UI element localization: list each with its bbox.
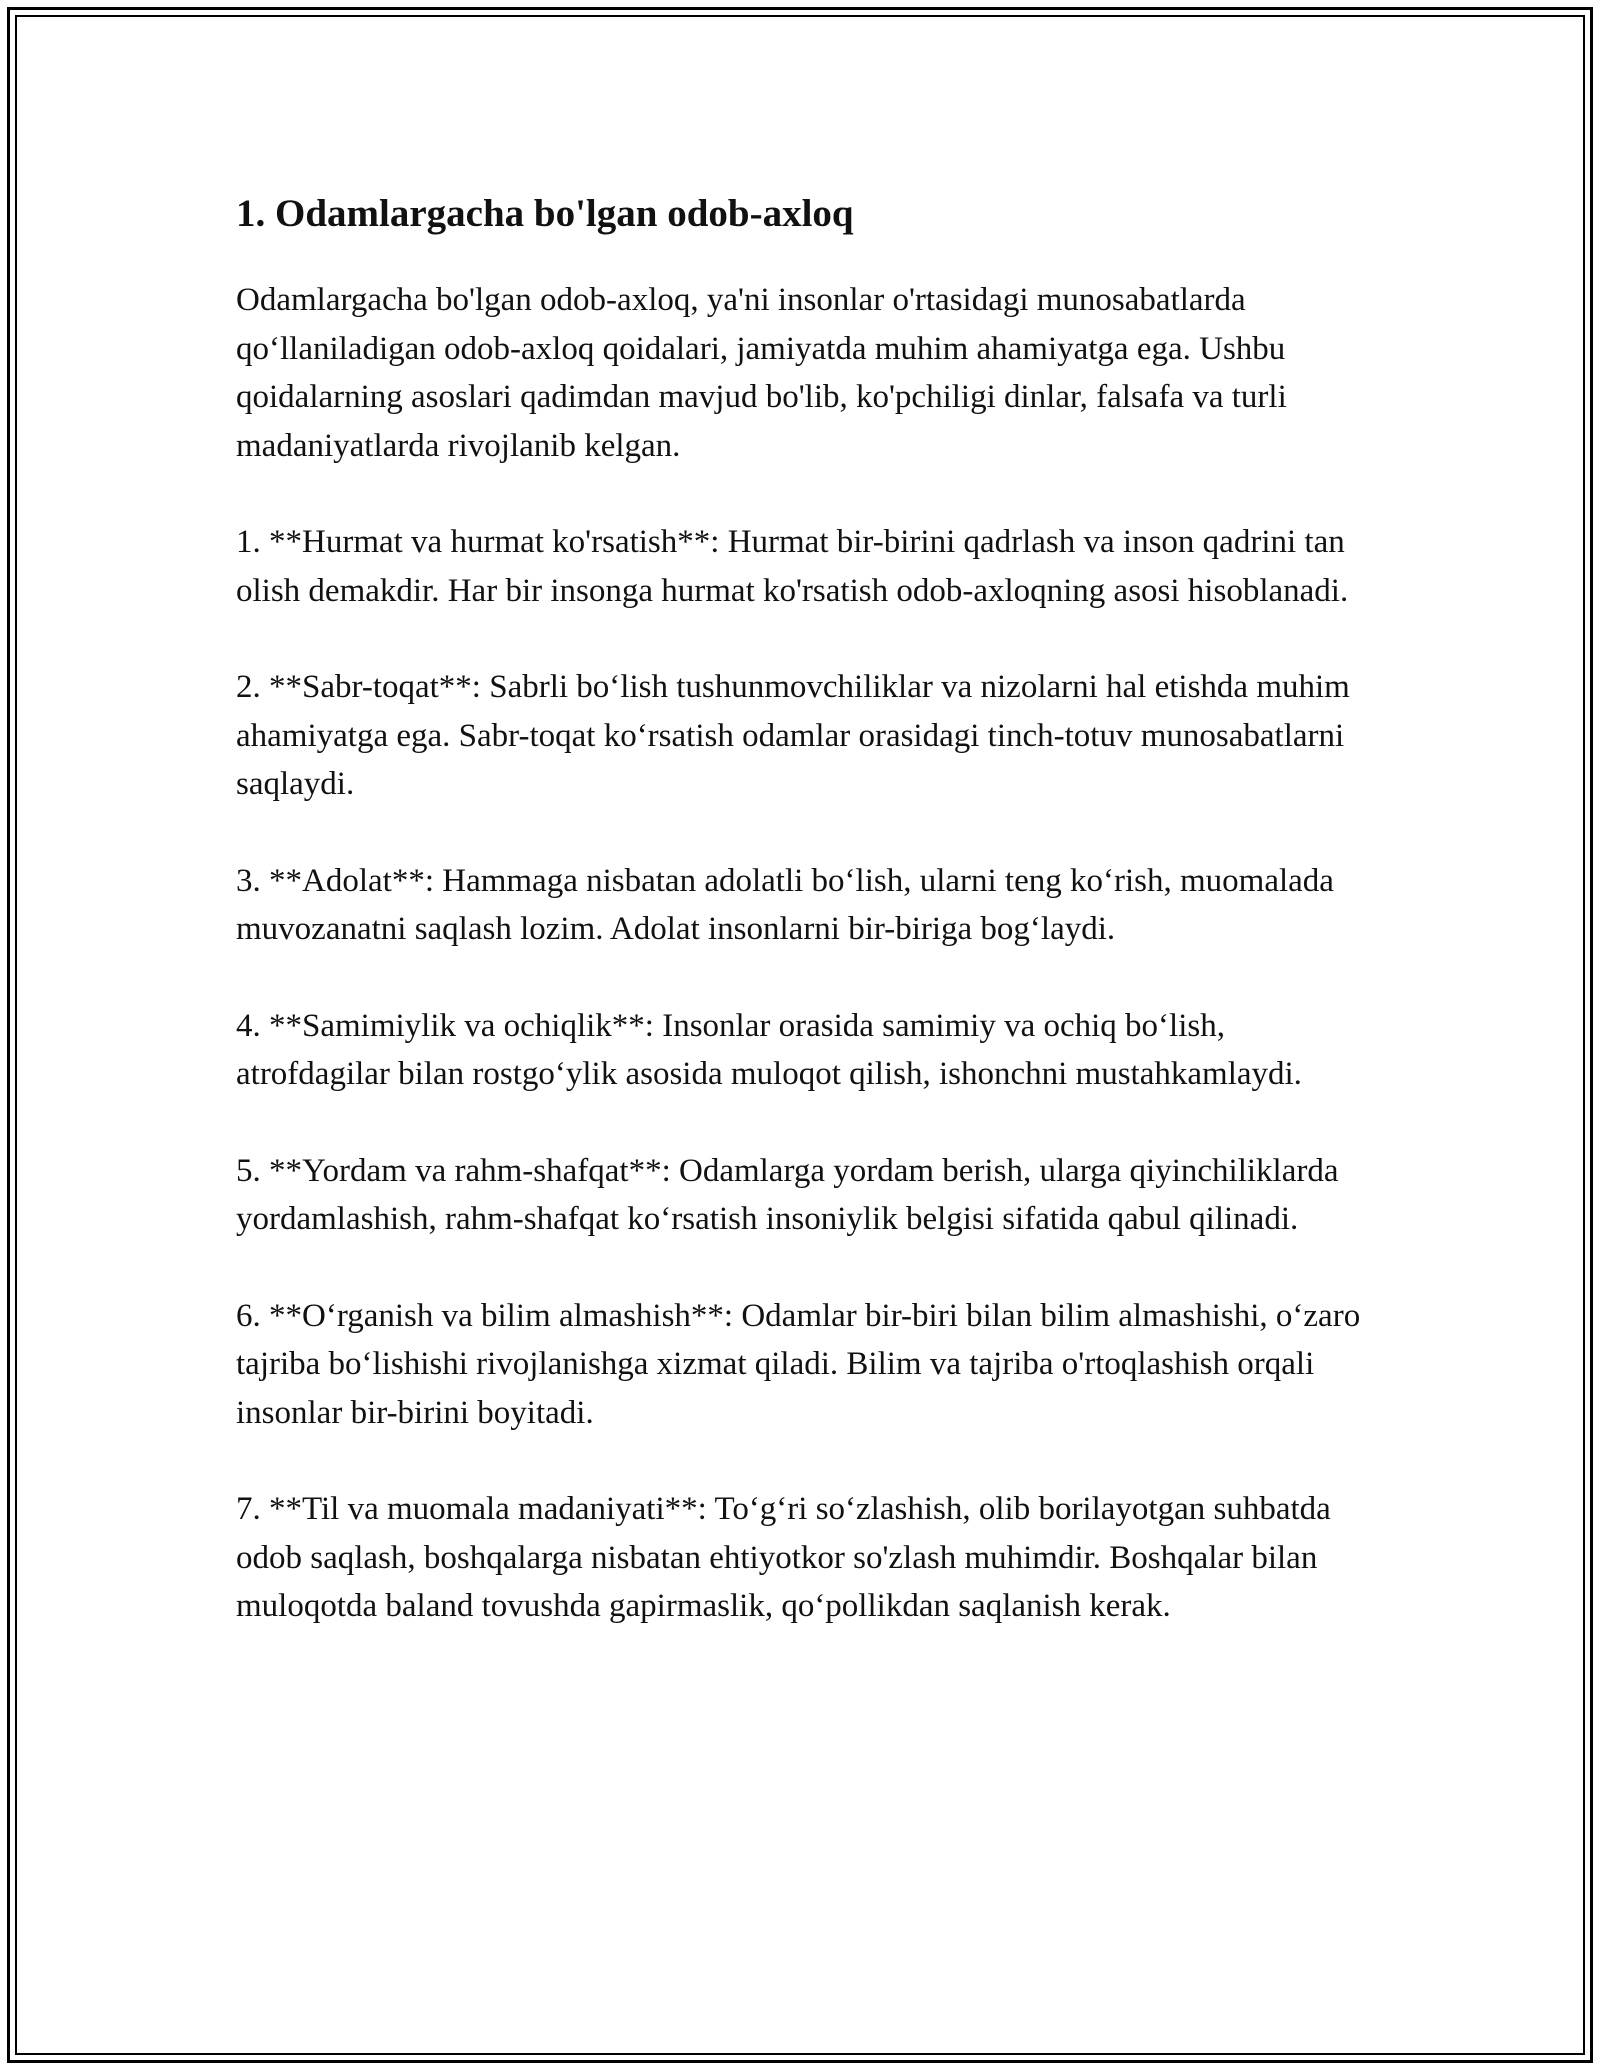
list-item-6: 6. **O‘rganish va bilim almashish**: Odamlar bir-biri bilan bilim almashishi, o‘zaro tajriba bo‘lishishi rivojlanishga xizmat qiladi. Bilim va tajriba o'rtoqlashish orqali insonlar bir-birini boyitadi.	[236, 1297, 1361, 1431]
list-item-4: 4. **Samimiylik va ochiqlik**: Insonlar orasida samimiy va ochiq bo‘lish, atrofdagilar bilan rostgo‘ylik asosida muloqot qilish, ishonchni mustahkamlaydi.	[236, 1007, 1302, 1092]
list-item-5: 5. **Yordam va rahm-shafqat**: Odamlarga yordam berish, ularga qiyinchiliklarda yordamlashish, rahm-shafqat ko‘rsatish insoniylik belgisi sifatida qabul qilinadi.	[236, 1152, 1339, 1237]
list-item-2: 2. **Sabr-toqat**: Sabrli bo‘lish tushunmovchiliklar va nizolarni hal etishda muhim ahamiyatga ega. Sabr-toqat ko‘rsatish odamlar orasidagi tinch-totuv munosabatlarni saqlaydi.	[236, 669, 1350, 802]
list-item-1: 1. **Hurmat va hurmat ko'rsatish**: Hurmat bir-birini qadrlash va inson qadrini tan olish demakdir. Har bir insonga hurmat ko'rsatish odob-axloqning asosi hisoblanadi.	[236, 524, 1349, 609]
list-item-3: 3. **Adolat**: Hammaga nisbatan adolatli bo‘lish, ularni teng ko‘rish, muomalada muvozanatni saqlash lozim. Adolat insonlarni bir-biriga bog‘laydi.	[236, 862, 1334, 947]
document-title: 1. Odamlargacha bo'lgan odob-axloq	[236, 192, 854, 235]
list-item-7: 7. **Til va muomala madaniyati**: To‘g‘ri so‘zlashish, olib borilayotgan suhbatda odob saqlash, boshqalarga nisbatan ehtiyotkor so'zlash muhimdir. Boshqalar bilan muloqotda baland tovushda gapirmaslik, qo‘pollikdan saqlanish kerak.	[236, 1491, 1331, 1624]
intro-paragraph: Odamlargacha bo'lgan odob-axloq, ya'ni insonlar o'rtasidagi munosabatlarda qo‘llaniladigan odob-axloq qoidalari, jamiyatda muhim ahamiyatga ega. Ushbu qoidalarning asoslari qadimdan mavjud bo'lib, ko'pchiligi dinlar, falsafa va turli madaniyatlarda rivojlanib kelgan.	[236, 282, 1287, 464]
document-body	[236, 186, 1386, 1679]
